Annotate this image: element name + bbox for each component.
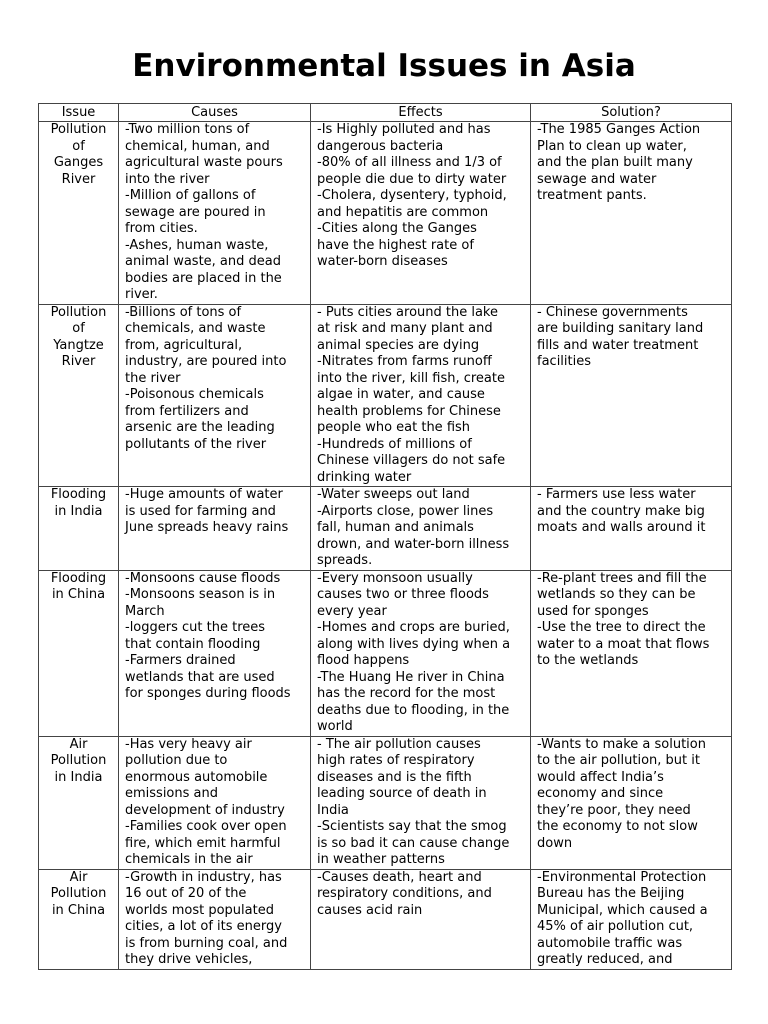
issue-line: Pollution bbox=[50, 122, 107, 137]
effects-line: health problems for Chinese bbox=[317, 403, 501, 419]
causes-line: -loggers cut the trees bbox=[125, 620, 266, 635]
issue-cell bbox=[39, 570, 119, 736]
issue-line: River bbox=[61, 171, 96, 187]
solution-line: wetlands so they can be bbox=[537, 587, 696, 602]
issue-cell bbox=[39, 122, 119, 305]
effects-cell bbox=[311, 736, 531, 869]
causes-line: pollutants of the river bbox=[125, 436, 267, 452]
solution-line: are building sanitary land bbox=[537, 321, 704, 336]
causes-line: fire, which emit harmful bbox=[125, 835, 281, 851]
causes-line: -Has very heavy air bbox=[125, 736, 252, 752]
causes-cell bbox=[119, 736, 311, 869]
effects-cell bbox=[311, 122, 531, 305]
causes-line: June spreads heavy rains bbox=[125, 520, 289, 535]
effects-line: spreads. bbox=[317, 553, 373, 568]
solution-cell bbox=[531, 869, 732, 969]
causes-line: development of industry bbox=[125, 802, 285, 818]
causes-line: that contain flooding bbox=[125, 636, 261, 652]
table-row bbox=[39, 736, 732, 869]
causes-cell bbox=[119, 122, 311, 305]
causes-line: -Huge amounts of water bbox=[125, 487, 283, 502]
effects-line: -Nitrates from farms runoff bbox=[317, 354, 492, 369]
issue-line: of bbox=[72, 321, 85, 336]
effects-line: causes two or three floods bbox=[317, 587, 489, 602]
solution-line: 45% of air pollution cut, bbox=[537, 919, 694, 934]
effects-line: -The Huang He river in China bbox=[317, 669, 505, 685]
effects-line: drown, and water-born illness bbox=[317, 536, 510, 552]
solution-line: fills and water treatment bbox=[537, 337, 699, 353]
issue-line: Pollution bbox=[50, 886, 107, 901]
effects-cell bbox=[311, 487, 531, 571]
causes-cell bbox=[119, 304, 311, 487]
effects-line: is so bad it can cause change bbox=[317, 835, 510, 851]
effects-line: -Airports close, power lines bbox=[317, 503, 494, 519]
causes-line: -Monsoons season is in bbox=[125, 587, 276, 602]
causes-line: sewage are poured in bbox=[125, 204, 266, 220]
header-effects: Effects bbox=[311, 104, 531, 122]
effects-line: -Causes death, heart and bbox=[317, 869, 482, 885]
effects-line: respiratory conditions, and bbox=[317, 886, 492, 901]
causes-line: wetlands that are used bbox=[125, 669, 275, 685]
causes-line: from fertilizers and bbox=[125, 403, 249, 419]
effects-line: -80% of all illness and 1/3 of bbox=[317, 155, 502, 170]
effects-line: and hepatitis are common bbox=[317, 204, 489, 220]
causes-line: from, agricultural, bbox=[125, 337, 243, 353]
solution-cell bbox=[531, 570, 732, 736]
causes-line: for sponges during floods bbox=[125, 686, 291, 701]
issue-line: in China bbox=[51, 902, 106, 918]
table-row bbox=[39, 487, 732, 571]
effects-line: dangerous bacteria bbox=[317, 138, 444, 154]
solution-line: - Farmers use less water bbox=[537, 487, 696, 502]
solution-line: sewage and water bbox=[537, 171, 657, 187]
effects-line: deaths due to flooding, in the bbox=[317, 702, 510, 718]
causes-line: -Million of gallons of bbox=[125, 188, 256, 203]
issue-cell bbox=[39, 487, 119, 571]
issue-line: Ganges bbox=[53, 155, 104, 170]
causes-line: 16 out of 20 of the bbox=[125, 886, 247, 901]
effects-line: -Scientists say that the smog bbox=[317, 819, 507, 834]
issue-line: in India bbox=[54, 769, 103, 785]
table-row bbox=[39, 122, 732, 305]
issue-line: in China bbox=[51, 587, 106, 602]
effects-line: -Cities along the Ganges bbox=[317, 221, 477, 236]
environmental-issues-table bbox=[38, 103, 732, 970]
header-solution: Solution? bbox=[531, 104, 732, 122]
effects-line: - Puts cities around the lake bbox=[317, 304, 498, 320]
causes-line: -Poisonous chemicals bbox=[125, 387, 264, 402]
causes-line: -Growth in industry, has bbox=[125, 869, 282, 885]
causes-line: they drive vehicles, bbox=[125, 952, 253, 967]
effects-line: -Every monsoon usually bbox=[317, 570, 473, 586]
solution-cell bbox=[531, 487, 732, 571]
effects-line: leading source of death in bbox=[317, 786, 487, 801]
issue-line: River bbox=[61, 354, 96, 369]
table-body bbox=[39, 122, 732, 970]
solution-line: treatment pants. bbox=[537, 188, 647, 203]
issue-line: Air bbox=[69, 869, 88, 885]
solution-line: -The 1985 Ganges Action bbox=[537, 122, 701, 137]
effects-line: drinking water bbox=[317, 469, 412, 485]
causes-line: emissions and bbox=[125, 786, 218, 801]
causes-line: the river bbox=[125, 370, 181, 386]
effects-cell bbox=[311, 304, 531, 487]
causes-line: pollution due to bbox=[125, 753, 228, 768]
solution-line: down bbox=[537, 835, 573, 851]
effects-line: world bbox=[317, 719, 353, 734]
solution-line: Bureau has the Beijing bbox=[537, 886, 685, 901]
effects-line: algae in water, and cause bbox=[317, 387, 485, 402]
solution-line: -Wants to make a solution bbox=[537, 736, 706, 752]
solution-line: - Chinese governments bbox=[537, 304, 688, 320]
effects-line: -Water sweeps out land bbox=[317, 487, 470, 502]
solution-line: facilities bbox=[537, 354, 592, 369]
causes-line: into the river bbox=[125, 171, 210, 187]
effects-line: -Homes and crops are buried, bbox=[317, 620, 510, 635]
table-header-row bbox=[39, 104, 732, 122]
effects-line: - The air pollution causes bbox=[317, 736, 481, 752]
issue-cell bbox=[39, 736, 119, 869]
effects-line: -Is Highly polluted and has bbox=[317, 122, 491, 137]
solution-line: the economy to not slow bbox=[537, 819, 698, 834]
page-title: Environmental Issues in Asia bbox=[132, 48, 636, 84]
effects-line: India bbox=[317, 802, 349, 818]
solution-line: -Re-plant trees and fill the bbox=[537, 570, 707, 586]
solution-cell bbox=[531, 304, 732, 487]
effects-line: flood happens bbox=[317, 653, 410, 668]
effects-line: people die due to dirty water bbox=[317, 171, 507, 187]
causes-line: -Monsoons cause floods bbox=[125, 570, 281, 586]
issue-cell bbox=[39, 304, 119, 487]
issue-line: Flooding bbox=[50, 570, 107, 586]
issue-line: Flooding bbox=[50, 487, 107, 502]
causes-line: worlds most populated bbox=[125, 902, 274, 918]
effects-line: people who eat the fish bbox=[317, 420, 471, 435]
solution-line: economy and since bbox=[537, 786, 664, 801]
effects-line: -Cholera, dysentery, typhoid, bbox=[317, 188, 507, 203]
solution-line: -Use the tree to direct the bbox=[537, 620, 706, 635]
causes-line: -Two million tons of bbox=[125, 122, 250, 137]
causes-line: bodies are placed in the bbox=[125, 270, 282, 286]
causes-line: March bbox=[125, 603, 165, 619]
solution-line: Plan to clean up water, bbox=[537, 138, 687, 154]
effects-line: every year bbox=[317, 603, 387, 619]
effects-line: in weather patterns bbox=[317, 852, 445, 867]
causes-line: arsenic are the leading bbox=[125, 420, 275, 435]
causes-cell bbox=[119, 487, 311, 571]
causes-line: animal waste, and dead bbox=[125, 254, 281, 269]
solution-line: automobile traffic was bbox=[537, 935, 683, 951]
causes-line: chemicals in the air bbox=[125, 852, 253, 867]
causes-line: chemicals, and waste bbox=[125, 321, 266, 336]
causes-line: river. bbox=[125, 287, 158, 302]
causes-line: -Billions of tons of bbox=[125, 304, 242, 320]
issue-line: Pollution bbox=[50, 753, 107, 768]
solution-line: Municipal, which caused a bbox=[537, 902, 708, 918]
solution-line: to the wetlands bbox=[537, 653, 639, 668]
solution-cell bbox=[531, 122, 732, 305]
solution-cell bbox=[531, 736, 732, 869]
effects-line: high rates of respiratory bbox=[317, 753, 475, 768]
causes-line: enormous automobile bbox=[125, 769, 268, 785]
table-row bbox=[39, 869, 732, 969]
causes-line: -Families cook over open bbox=[125, 819, 287, 834]
effects-line: causes acid rain bbox=[317, 902, 423, 918]
causes-line: chemical, human, and bbox=[125, 138, 270, 154]
effects-cell bbox=[311, 869, 531, 969]
causes-line: -Ashes, human waste, bbox=[125, 237, 269, 253]
effects-line: have the highest rate of bbox=[317, 237, 474, 253]
causes-cell bbox=[119, 869, 311, 969]
causes-cell bbox=[119, 570, 311, 736]
solution-line: to the air pollution, but it bbox=[537, 753, 700, 768]
solution-line: water to a moat that flows bbox=[537, 636, 710, 652]
effects-line: -Hundreds of millions of bbox=[317, 436, 472, 452]
causes-line: -Farmers drained bbox=[125, 653, 236, 668]
effects-cell bbox=[311, 570, 531, 736]
effects-line: into the river, kill fish, create bbox=[317, 370, 505, 386]
solution-line: would affect India’s bbox=[537, 769, 664, 785]
causes-line: is from burning coal, and bbox=[125, 935, 288, 951]
issue-line: Pollution bbox=[50, 304, 107, 320]
causes-line: agricultural waste pours bbox=[125, 155, 283, 170]
effects-line: Chinese villagers do not safe bbox=[317, 453, 506, 468]
solution-line: moats and walls around it bbox=[537, 520, 706, 535]
issue-line: Air bbox=[69, 736, 88, 752]
table-row bbox=[39, 304, 732, 487]
issue-line: of bbox=[72, 138, 85, 154]
issue-cell bbox=[39, 869, 119, 969]
effects-line: diseases and is the fifth bbox=[317, 769, 472, 785]
effects-line: water-born diseases bbox=[317, 254, 448, 269]
effects-line: fall, human and animals bbox=[317, 520, 474, 535]
causes-line: is used for farming and bbox=[125, 503, 276, 519]
effects-line: at risk and many plant and bbox=[317, 321, 493, 336]
causes-line: from cities. bbox=[125, 221, 198, 236]
issue-line: in India bbox=[54, 503, 103, 519]
effects-line: has the record for the most bbox=[317, 686, 496, 701]
effects-line: along with lives dying when a bbox=[317, 636, 511, 652]
issue-line: Yangtze bbox=[53, 337, 104, 353]
table-row bbox=[39, 570, 732, 736]
causes-line: industry, are poured into bbox=[125, 354, 287, 369]
causes-line: cities, a lot of its energy bbox=[125, 919, 282, 934]
header-causes: Causes bbox=[119, 104, 311, 122]
header-issue: Issue bbox=[39, 104, 119, 122]
solution-line: -Environmental Protection bbox=[537, 869, 707, 885]
solution-line: greatly reduced, and bbox=[537, 952, 673, 967]
solution-line: they’re poor, they need bbox=[537, 802, 691, 818]
solution-line: and the plan built many bbox=[537, 155, 693, 170]
solution-line: used for sponges bbox=[537, 603, 649, 619]
effects-line: animal species are dying bbox=[317, 337, 480, 353]
solution-line: and the country make big bbox=[537, 503, 705, 519]
